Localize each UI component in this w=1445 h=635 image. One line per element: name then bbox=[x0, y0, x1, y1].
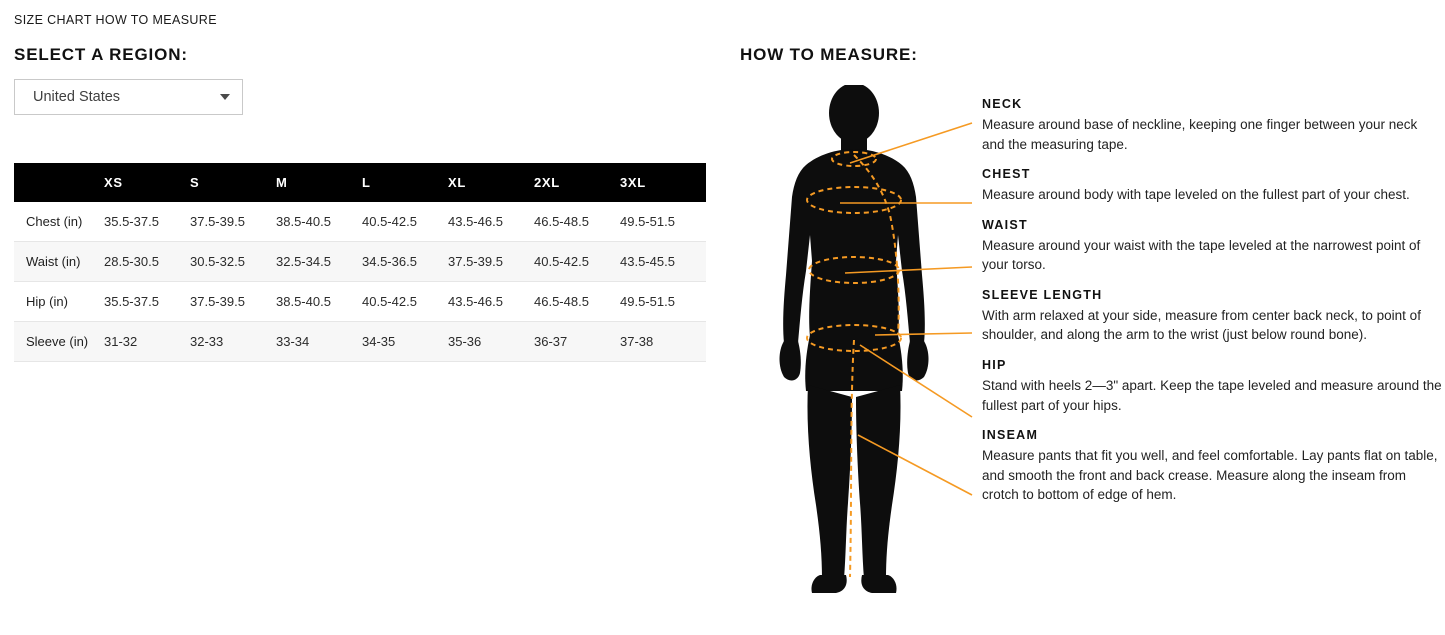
column-header-3xl: 3XL bbox=[620, 163, 706, 202]
cell-sleeve-xs: 31-32 bbox=[104, 322, 190, 362]
measure-item-hip-title: HIP bbox=[982, 357, 1007, 372]
how-to-measure-panel bbox=[740, 45, 1442, 503]
column-header-l: L bbox=[362, 163, 448, 202]
measure-item-neck-title: NECK bbox=[982, 97, 1023, 111]
cell-hip-s: 37.5-39.5 bbox=[190, 282, 276, 322]
table-row bbox=[14, 322, 706, 362]
measure-item-inseam bbox=[982, 428, 1442, 505]
measure-instructions-list bbox=[982, 97, 1442, 518]
cell-chest-xl: 43.5-46.5 bbox=[448, 202, 534, 242]
region-and-chart-panel bbox=[14, 45, 714, 349]
row-label-hip: Hip (in) bbox=[14, 282, 104, 322]
measure-item-sleeve-length-title: SLEEVE LENGTH bbox=[982, 287, 1103, 302]
measure-item-hip-desc: Stand with heels 2—3" apart. Keep the tape leveled and measure around the fullest part of your hips. bbox=[982, 377, 1442, 413]
measure-item-chest bbox=[982, 167, 1442, 205]
region-select-value: United States bbox=[33, 89, 121, 105]
measure-item-waist bbox=[982, 218, 1442, 275]
cell-waist-3xl: 43.5-45.5 bbox=[620, 242, 706, 282]
cell-chest-3xl: 49.5-51.5 bbox=[620, 202, 706, 242]
table-body bbox=[14, 202, 706, 362]
measure-item-sleeve-length-desc: With arm relaxed at your side, measure from center back neck, to point of shoulder, and along the arm to the wrist (just below round bone). bbox=[982, 307, 1421, 343]
measure-item-inseam-title: INSEAM bbox=[982, 428, 1039, 443]
page-title-how-to-measure: HOW TO MEASURE: bbox=[740, 45, 918, 64]
cell-sleeve-s: 32-33 bbox=[190, 322, 276, 362]
table-header bbox=[14, 163, 706, 202]
measure-item-waist-desc: Measure around your waist with the tape leveled at the narrowest point of your torso. bbox=[982, 237, 1421, 273]
measure-item-sleeve-length bbox=[982, 288, 1442, 345]
human-body-figure-icon bbox=[740, 85, 970, 605]
cell-waist-l: 34.5-36.5 bbox=[362, 242, 448, 282]
page-title-select-region: SELECT A REGION: bbox=[14, 45, 188, 64]
size-chart-table bbox=[14, 163, 706, 362]
table-row bbox=[14, 202, 706, 242]
measure-item-neck-desc: Measure around base of neckline, keeping one finger between your neck and the measuring tape. bbox=[982, 117, 1418, 152]
column-header-s: S bbox=[190, 163, 276, 202]
cell-waist-2xl: 40.5-42.5 bbox=[534, 242, 620, 282]
cell-hip-xl: 43.5-46.5 bbox=[448, 282, 534, 322]
chevron-down-icon bbox=[220, 94, 230, 100]
cell-waist-xl: 37.5-39.5 bbox=[448, 242, 534, 282]
cell-hip-l: 40.5-42.5 bbox=[362, 282, 448, 322]
cell-waist-m: 32.5-34.5 bbox=[276, 242, 362, 282]
cell-sleeve-2xl: 36-37 bbox=[534, 322, 620, 362]
breadcrumb: SIZE CHART HOW TO MEASURE bbox=[14, 13, 217, 27]
row-label-waist: Waist (in) bbox=[14, 242, 104, 282]
measure-item-neck bbox=[982, 97, 1442, 154]
cell-sleeve-3xl: 37-38 bbox=[620, 322, 706, 362]
column-header-measurement bbox=[14, 163, 104, 202]
cell-chest-xs: 35.5-37.5 bbox=[104, 202, 190, 242]
cell-hip-xs: 35.5-37.5 bbox=[104, 282, 190, 322]
table-header-row bbox=[14, 163, 706, 202]
measure-item-inseam-desc: Measure pants that fit you well, and feel comfortable. Lay pants flat on table, and smooth the front and back crease. Measure along the inseam from crotch to bottom of edge of hem. bbox=[982, 448, 1438, 503]
cell-waist-xs: 28.5-30.5 bbox=[104, 242, 190, 282]
cell-chest-l: 40.5-42.5 bbox=[362, 202, 448, 242]
human-body-figure bbox=[740, 85, 970, 605]
cell-waist-s: 30.5-32.5 bbox=[190, 242, 276, 282]
measure-item-chest-desc: Measure around body with tape leveled on the fullest part of your chest. bbox=[982, 187, 1410, 203]
row-label-chest: Chest (in) bbox=[14, 202, 104, 242]
column-header-2xl: 2XL bbox=[534, 163, 620, 202]
measure-item-waist-title: WAIST bbox=[982, 217, 1028, 232]
cell-chest-s: 37.5-39.5 bbox=[190, 202, 276, 242]
column-header-xl: XL bbox=[448, 163, 534, 202]
column-header-xs: XS bbox=[104, 163, 190, 202]
cell-hip-3xl: 49.5-51.5 bbox=[620, 282, 706, 322]
cell-chest-m: 38.5-40.5 bbox=[276, 202, 362, 242]
table-row bbox=[14, 242, 706, 282]
measure-item-hip bbox=[982, 358, 1442, 415]
measure-item-chest-title: CHEST bbox=[982, 167, 1031, 182]
cell-sleeve-xl: 35-36 bbox=[448, 322, 534, 362]
table-row bbox=[14, 282, 706, 322]
row-label-sleeve: Sleeve (in) bbox=[14, 322, 104, 362]
region-select[interactable] bbox=[14, 79, 243, 115]
cell-sleeve-l: 34-35 bbox=[362, 322, 448, 362]
cell-hip-2xl: 46.5-48.5 bbox=[534, 282, 620, 322]
column-header-m: M bbox=[276, 163, 362, 202]
cell-sleeve-m: 33-34 bbox=[276, 322, 362, 362]
cell-chest-2xl: 46.5-48.5 bbox=[534, 202, 620, 242]
cell-hip-m: 38.5-40.5 bbox=[276, 282, 362, 322]
